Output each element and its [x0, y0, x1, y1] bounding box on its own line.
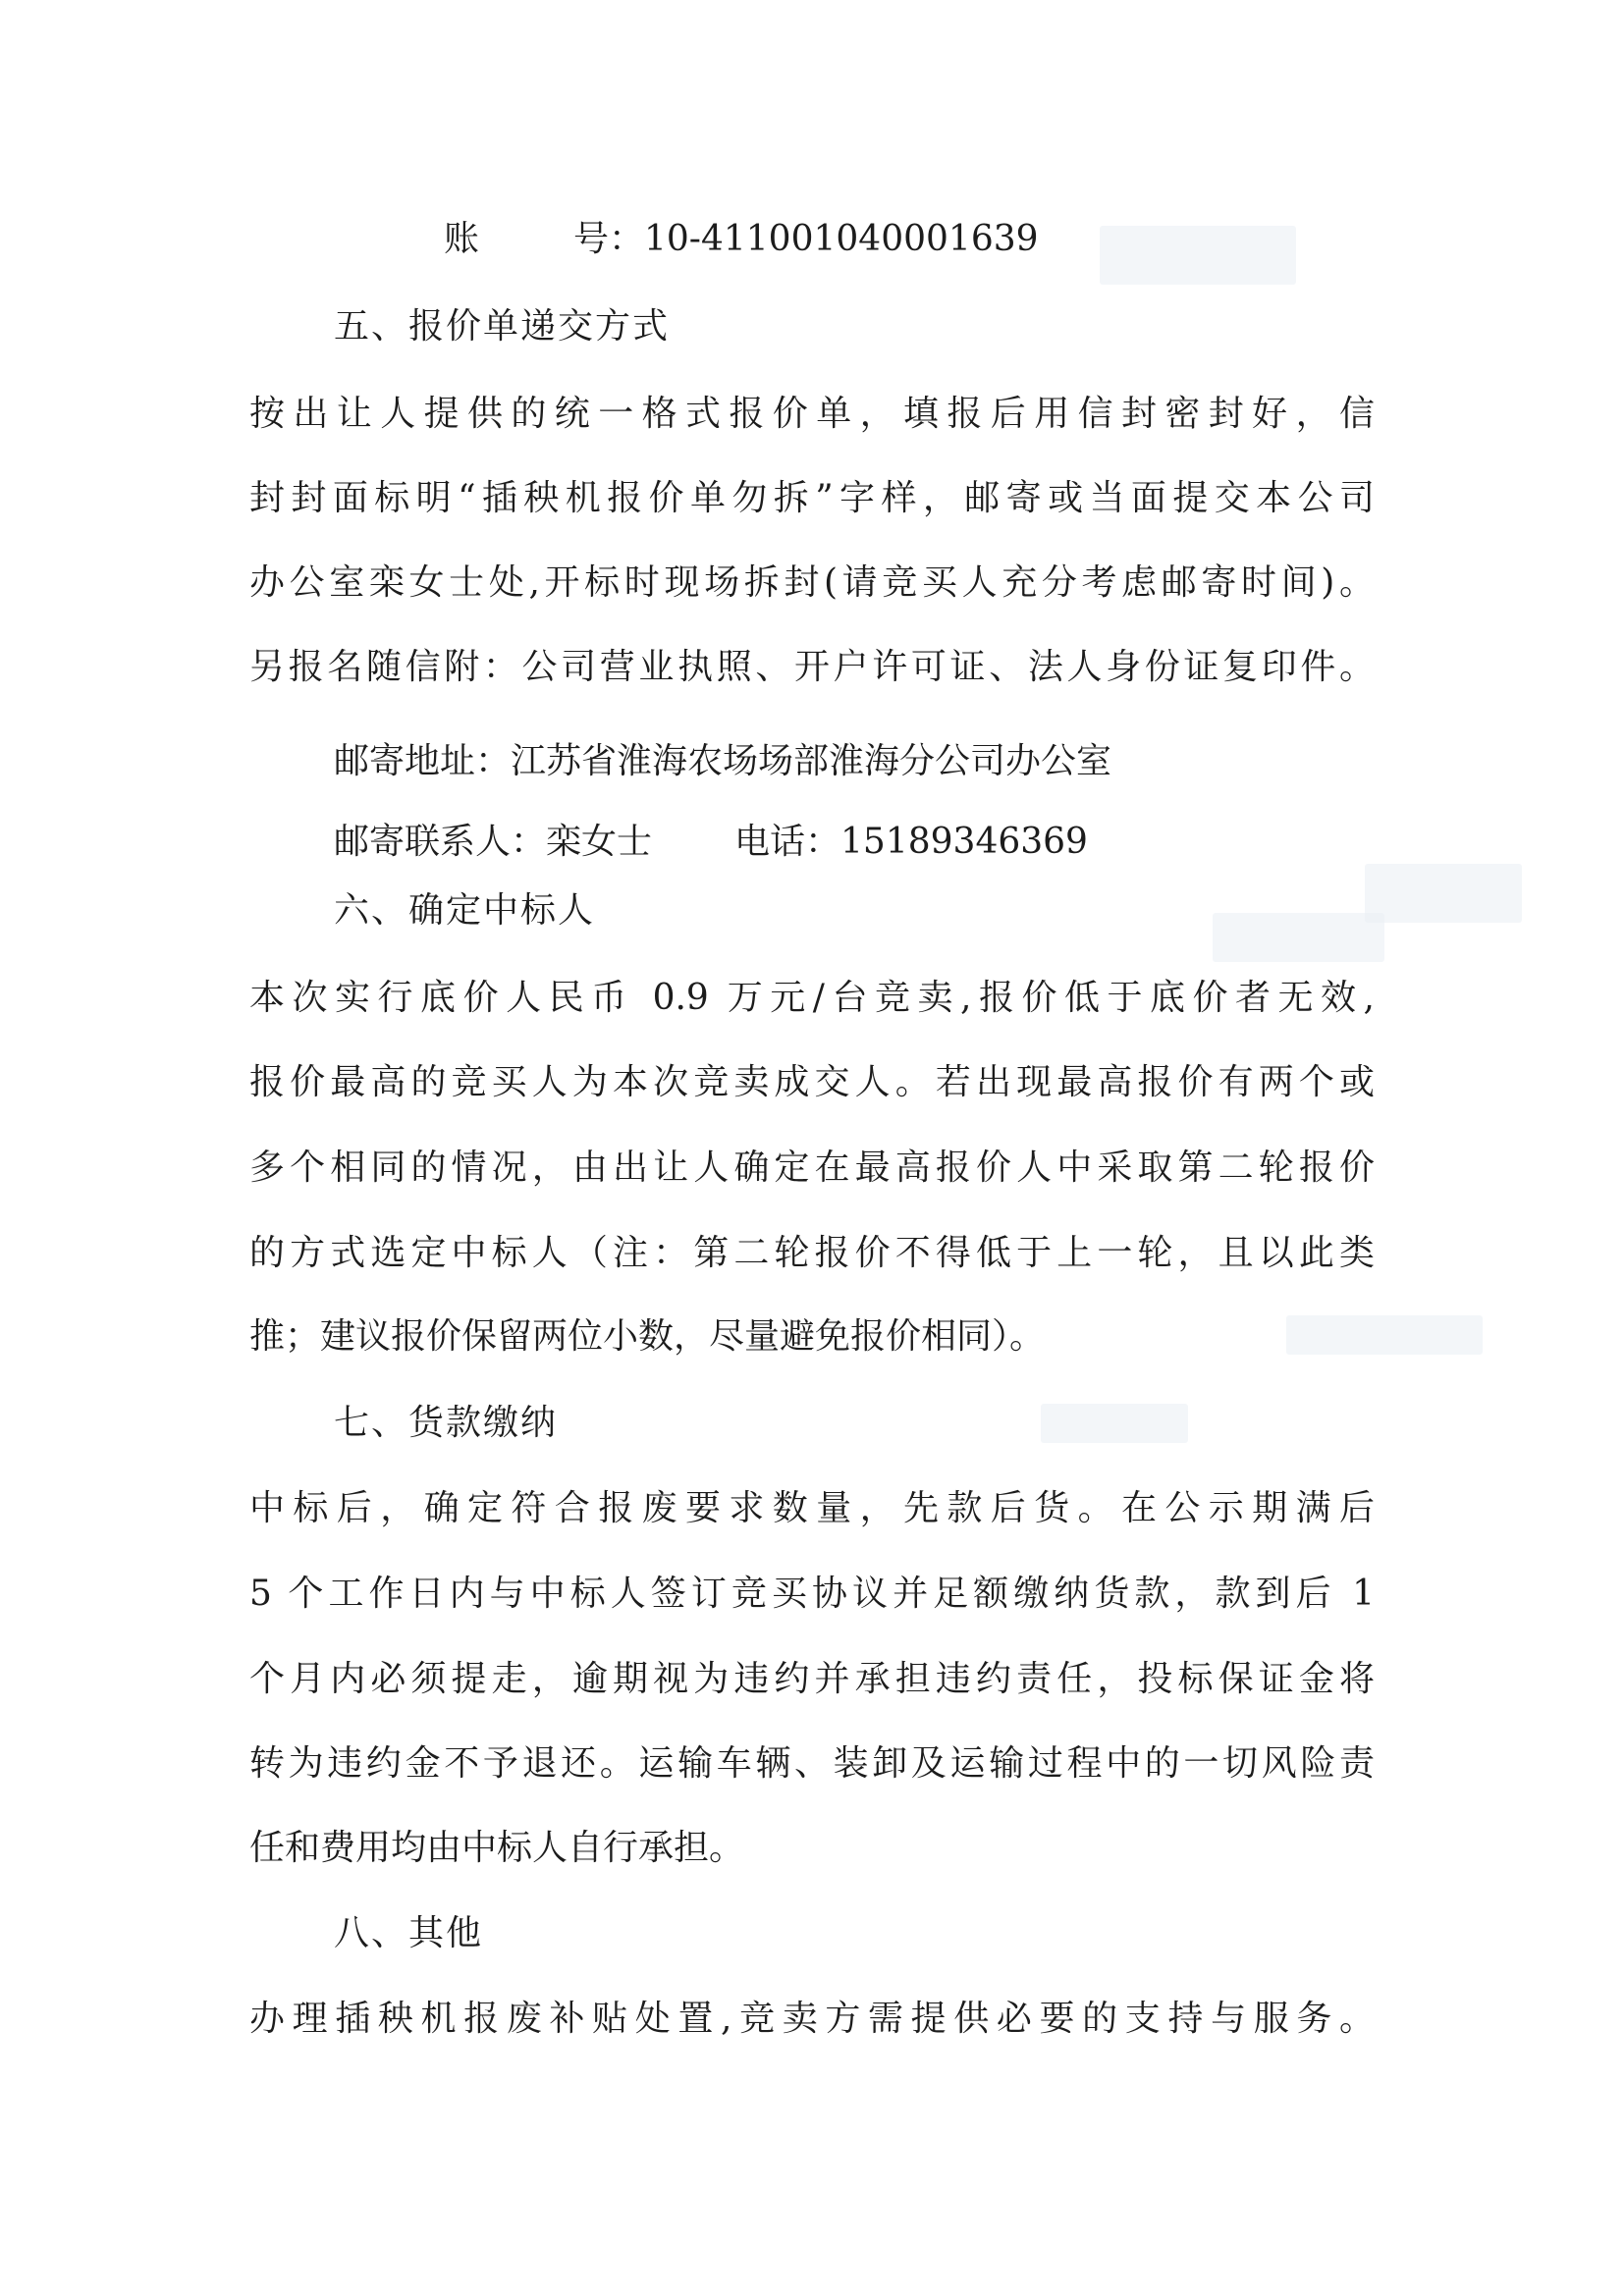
mail-contact-person: 邮寄联系人：栾女士	[334, 822, 653, 862]
section-6-line-4: 的方式选定中标人（注：第二轮报价不得低于上一轮，且以此类	[249, 1233, 1375, 1273]
section-5-line-4: 另报名随信附：公司营业执照、开户许可证、法人身份证复印件。	[249, 647, 1375, 687]
section-7-line-5: 任和费用均由中标人自行承担。	[249, 1828, 745, 1868]
bleed-mark	[1100, 226, 1296, 285]
account-label-b: 号：	[573, 219, 645, 259]
section-8-heading: 八、其他	[334, 1913, 484, 1953]
section-6-line-3: 多个相同的情况，由出让人确定在最高报价人中采取第二轮报价	[249, 1148, 1375, 1188]
bleed-mark	[1365, 864, 1522, 923]
section-6-line-1: 本次实行底价人民币 0.9 万元/台竞卖,报价低于底价者无效,	[249, 978, 1375, 1018]
account-label-a: 账	[444, 219, 480, 259]
section-7-line-4: 转为违约金不予退还。运输车辆、装卸及运输过程中的一切风险责	[249, 1743, 1375, 1784]
mail-contact-phone: 电话：15189346369	[734, 822, 1088, 862]
mail-address: 邮寄地址：江苏省淮海农场场部淮海分公司办公室	[334, 741, 1112, 781]
bleed-mark	[1041, 1404, 1188, 1443]
section-8-line-1: 办理插秧机报废补贴处置,竞卖方需提供必要的支持与服务。	[249, 1999, 1375, 2039]
account-number: 10-411001040001639	[644, 219, 1039, 259]
section-7-line-3: 个月内必须提走，逾期视为违约并承担违约责任，投标保证金将	[249, 1659, 1375, 1699]
bleed-mark	[1213, 913, 1384, 962]
section-6-heading: 六、确定中标人	[334, 890, 596, 931]
mail-contact-line	[334, 821, 1088, 864]
account-line	[444, 218, 1039, 261]
section-7-line-2: 5 个工作日内与中标人签订竞买协议并足额缴纳货款，款到后 1	[249, 1574, 1375, 1614]
section-7-heading: 七、货款缴纳	[334, 1403, 559, 1443]
section-6-line-5: 推；建议报价保留两位小数，尽量避免报价相同）。	[249, 1316, 1046, 1357]
section-5-line-2: 封封面标明“插秧机报价单勿拆”字样，邮寄或当面提交本公司	[249, 478, 1375, 518]
section-6-line-2: 报价最高的竞买人为本次竞卖成交人。若出现最高报价有两个或	[249, 1062, 1375, 1102]
section-5-line-1: 按出让人提供的统一格式报价单，填报后用信封密封好，信	[249, 394, 1375, 434]
section-5-line-3: 办公室栾女士处,开标时现场拆封(请竞买人充分考虑邮寄时间)。	[249, 562, 1375, 603]
section-7-line-1: 中标后，确定符合报废要求数量，先款后货。在公示期满后	[249, 1488, 1375, 1528]
section-5-heading: 五、报价单递交方式	[334, 306, 671, 347]
